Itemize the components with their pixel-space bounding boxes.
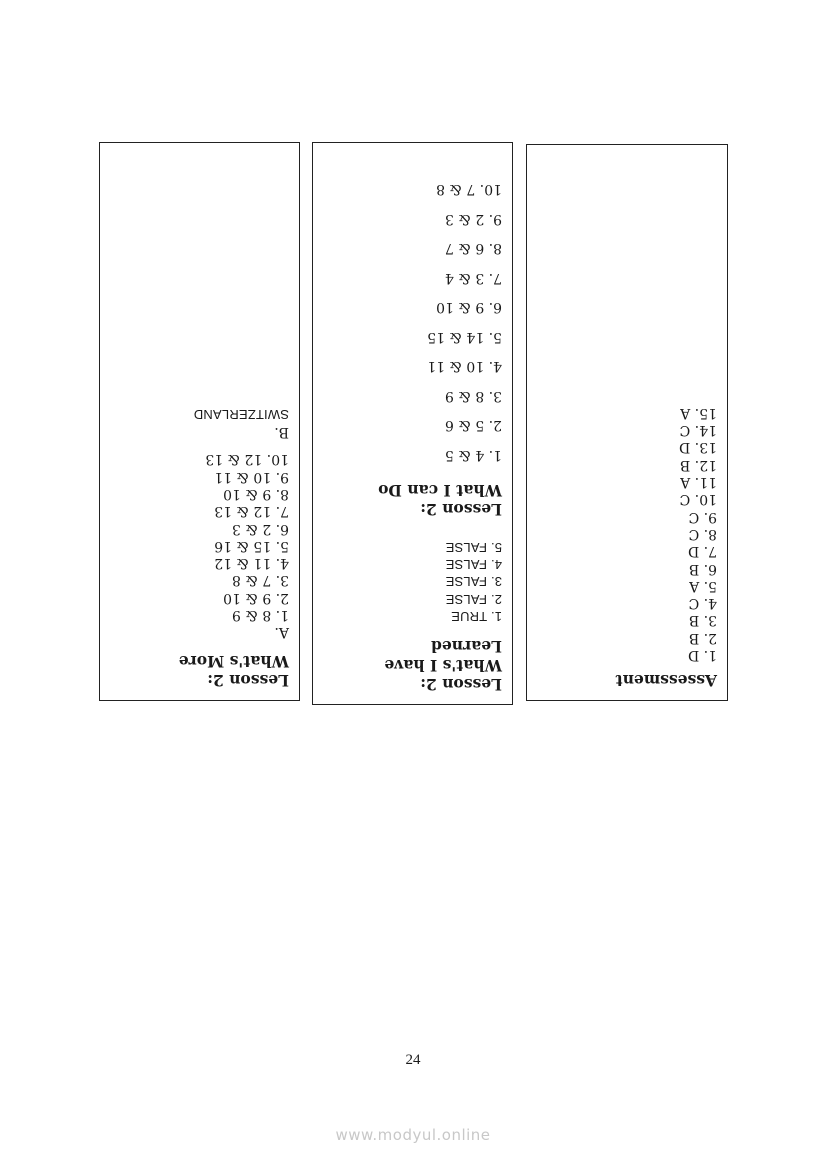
part-a-list xyxy=(108,450,289,623)
list-item: 10. C xyxy=(679,491,717,508)
list-item: 3. 7 & 8 xyxy=(232,572,289,589)
list-item: 8. 6 & 7 xyxy=(445,240,502,257)
heading-line: Learned xyxy=(431,637,502,656)
list-item: 10. 7 & 8 xyxy=(436,181,502,198)
learned-list xyxy=(321,539,502,625)
panel-assessment xyxy=(526,144,728,701)
watermark: www.modyul.online xyxy=(335,1126,491,1144)
list-item: 4. 10 & 11 xyxy=(427,358,502,375)
list-item: 2. 5 & 6 xyxy=(445,417,502,434)
page-number: 24 xyxy=(405,1052,421,1068)
list-item: 6. 2 & 3 xyxy=(232,520,289,537)
heading-line: Lesson 2: xyxy=(207,671,289,690)
list-item: 1. 8 & 9 xyxy=(232,607,289,623)
list-item: 7. D xyxy=(687,543,717,560)
list-item: 8. 9 & 10 xyxy=(223,485,289,502)
list-item: 6. B xyxy=(688,560,717,577)
learned-heading xyxy=(321,637,502,694)
list-item: 1. D xyxy=(687,647,717,663)
list-item: 3. 8 & 9 xyxy=(445,387,502,404)
heading-line: Lesson 2: xyxy=(420,499,502,519)
part-a-label: A. xyxy=(274,624,289,640)
heading-line: What's More xyxy=(178,652,289,671)
list-item: 7. 3 & 4 xyxy=(445,269,502,286)
panel-whats-more xyxy=(99,142,300,701)
list-item: 4. C xyxy=(688,595,717,612)
list-item: 5. 15 & 16 xyxy=(214,537,289,554)
list-item: 3. FALSE xyxy=(445,574,502,590)
list-item: 2. B xyxy=(688,629,717,646)
assessment-heading: Assessment xyxy=(615,671,717,690)
list-item: 4. 11 & 12 xyxy=(214,555,289,572)
list-item: 12. B xyxy=(679,456,717,473)
list-item: 10. 12 & 13 xyxy=(205,451,289,468)
list-item: 5. FALSE xyxy=(445,539,502,555)
list-item: 11. A xyxy=(680,474,717,491)
list-item: 7. 12 & 13 xyxy=(214,503,289,520)
list-item: 15. A xyxy=(680,404,717,421)
panel-learned-can-do xyxy=(312,142,513,705)
list-item: 9. 10 & 11 xyxy=(214,468,289,485)
list-item: 3. B xyxy=(688,612,717,629)
list-item: 5. 14 & 15 xyxy=(427,328,502,345)
list-item: 8. C xyxy=(688,525,717,542)
heading-line: What I can Do xyxy=(378,480,502,500)
list-item: 4. FALSE xyxy=(445,557,502,573)
list-item: 9. 2 & 3 xyxy=(445,210,502,227)
assessment-list xyxy=(535,404,717,663)
can-do-list xyxy=(321,174,502,469)
list-item: 1. 4 & 5 xyxy=(445,446,502,463)
part-b-answer: SWITZERLAND xyxy=(193,407,289,423)
list-item: 9. C xyxy=(688,508,717,525)
list-item: 13. D xyxy=(679,439,717,456)
part-b-label: B. xyxy=(274,424,289,441)
list-item: 14. C xyxy=(679,422,717,439)
list-item: 6. 9 & 10 xyxy=(436,299,502,316)
list-item: 1. TRUE xyxy=(450,609,502,624)
list-item: 5. A xyxy=(689,577,717,594)
list-item: 2. FALSE xyxy=(445,591,502,607)
list-item: 2. 9 & 10 xyxy=(223,589,289,606)
whats-more-heading xyxy=(108,652,289,690)
can-do-heading xyxy=(321,481,502,519)
heading-line: What's I have xyxy=(384,656,502,675)
heading-line: Lesson 2: xyxy=(420,675,502,694)
